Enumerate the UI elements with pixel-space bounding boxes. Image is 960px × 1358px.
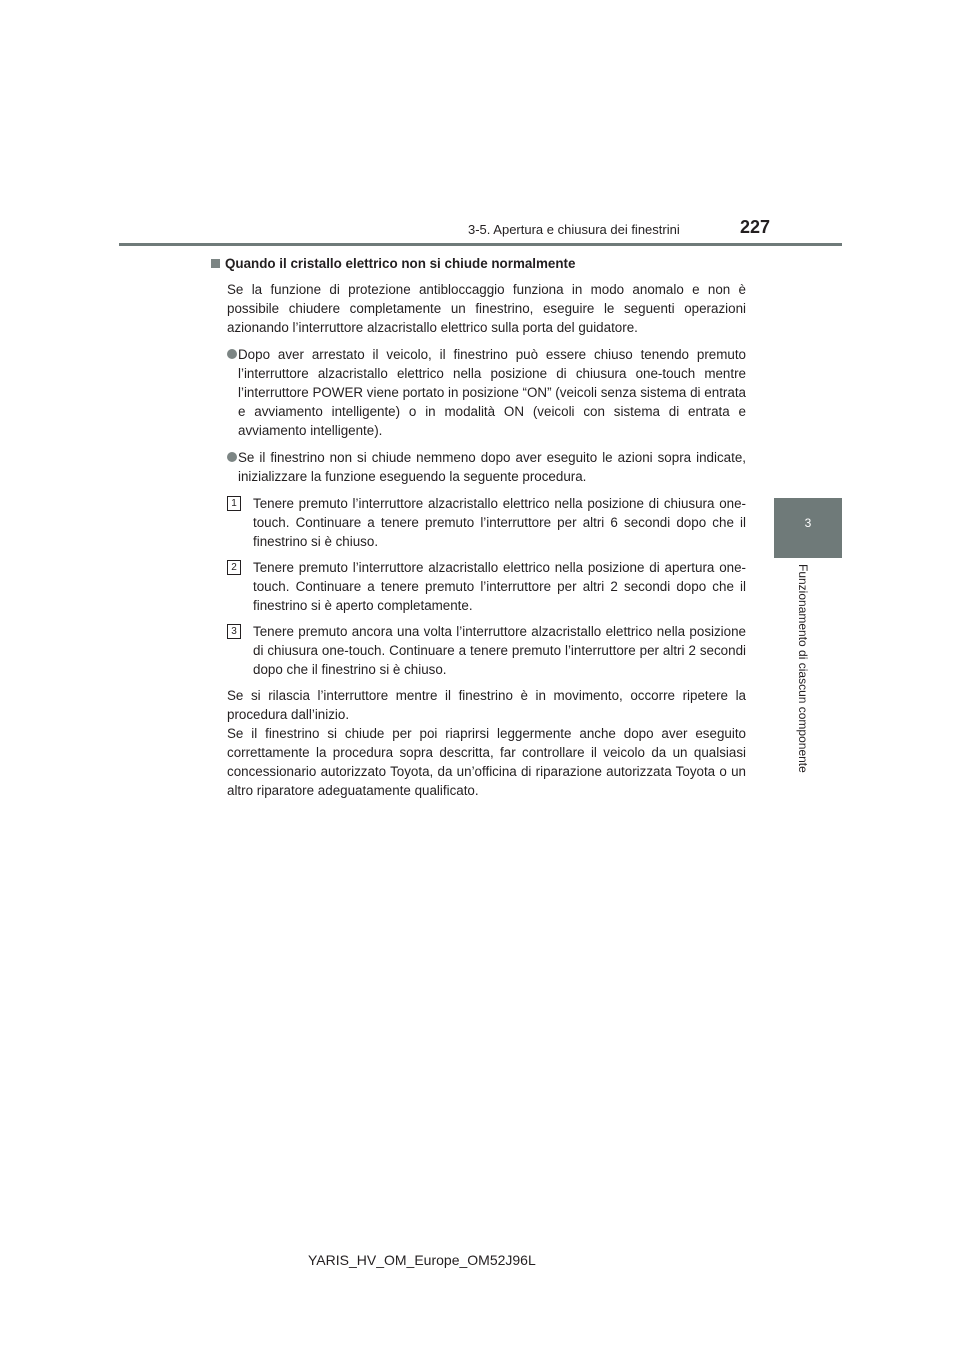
closing-paragraph: Se si rilascia l’interruttore mentre il finestrino è in movimento, occorre ripetere la procedura dall’inizio. [227,688,746,722]
procedure-step [227,494,746,551]
chapter-title: Funzionamento di ciascun componente [796,564,810,773]
heading-text: Quando il cristallo elettrico non si chiude normalmente [225,256,576,271]
procedure-step [227,622,746,679]
page-number: 227 [740,217,771,237]
intro-paragraph: Se la funzione di protezione antibloccaggio funziona in modo anomalo e non è possibile chiudere completamente un finestrino, eseguire le seguenti operazioni azionando l’interruttore alzacristallo elettrico sulla porta del guidatore. [227,282,746,335]
step-text: Tenere premuto ancora una volta l’interruttore alzacristallo elettrico nella posizione di chiusura one-touch. Continuare a tenere premuto l’interruttore per altri 2 secondi dopo che il finestrino si è chiuso. [253,624,746,677]
circle-bullet-icon [227,452,237,462]
list-item [227,448,746,486]
square-bullet-icon [211,259,220,268]
section-heading [211,254,746,273]
procedure-step [227,558,746,615]
list-item [227,345,746,440]
step-text: Tenere premuto l’interruttore alzacristallo elettrico nella posizione di chiusura one-touch. Continuare a tenere premuto l’interruttore per altri 6 secondi dopo che il finestrino si è chiuso. [253,496,746,549]
step-number-box: 1 [227,496,241,511]
document-code: YARIS_HV_OM_Europe_OM52J96L [308,1252,536,1268]
main-content [211,254,746,800]
header-divider [119,243,842,246]
bullet-text: Dopo aver arrestato il veicolo, il finestrino può essere chiuso tenendo premuto l’interruttore alzacristallo elettrico nella posizione di chiusura one-touch mentre l’interruttore POWER viene portato in posizione “ON” (veicoli senza sistema di entrata e avviamento intelligente) o in modalità ON (veicoli con sistema di entrata e avviamento intelligente). [238,347,746,438]
chapter-label [796,564,810,790]
step-number-box: 2 [227,560,241,575]
step-number-box: 3 [227,624,241,639]
closing-paragraph: Se il finestrino si chiude per poi riaprirsi leggermente anche dopo aver eseguito correttamente la procedura sopra descritta, far controllare il veicolo da un qualsiasi concessionario autorizzato Toyota, da un’officina di riparazione autorizzata Toyota o un altro riparatore adeguatamente qualificato. [227,726,746,798]
section-title: 3-5. Apertura e chiusura dei finestrini [468,222,680,237]
step-text: Tenere premuto l’interruttore alzacristallo elettrico nella posizione di apertura one-touch. Continuare a tenere premuto l’interruttore per altri 2 secondi dopo che il finestrino si è aperto completamente. [253,560,746,613]
bullet-text: Se il finestrino non si chiude nemmeno dopo aver eseguito le azioni sopra indicate, inizializzare la funzione eseguendo la seguente procedura. [238,450,746,484]
chapter-tab [774,498,842,558]
chapter-number: 3 [804,516,812,530]
circle-bullet-icon [227,349,237,359]
